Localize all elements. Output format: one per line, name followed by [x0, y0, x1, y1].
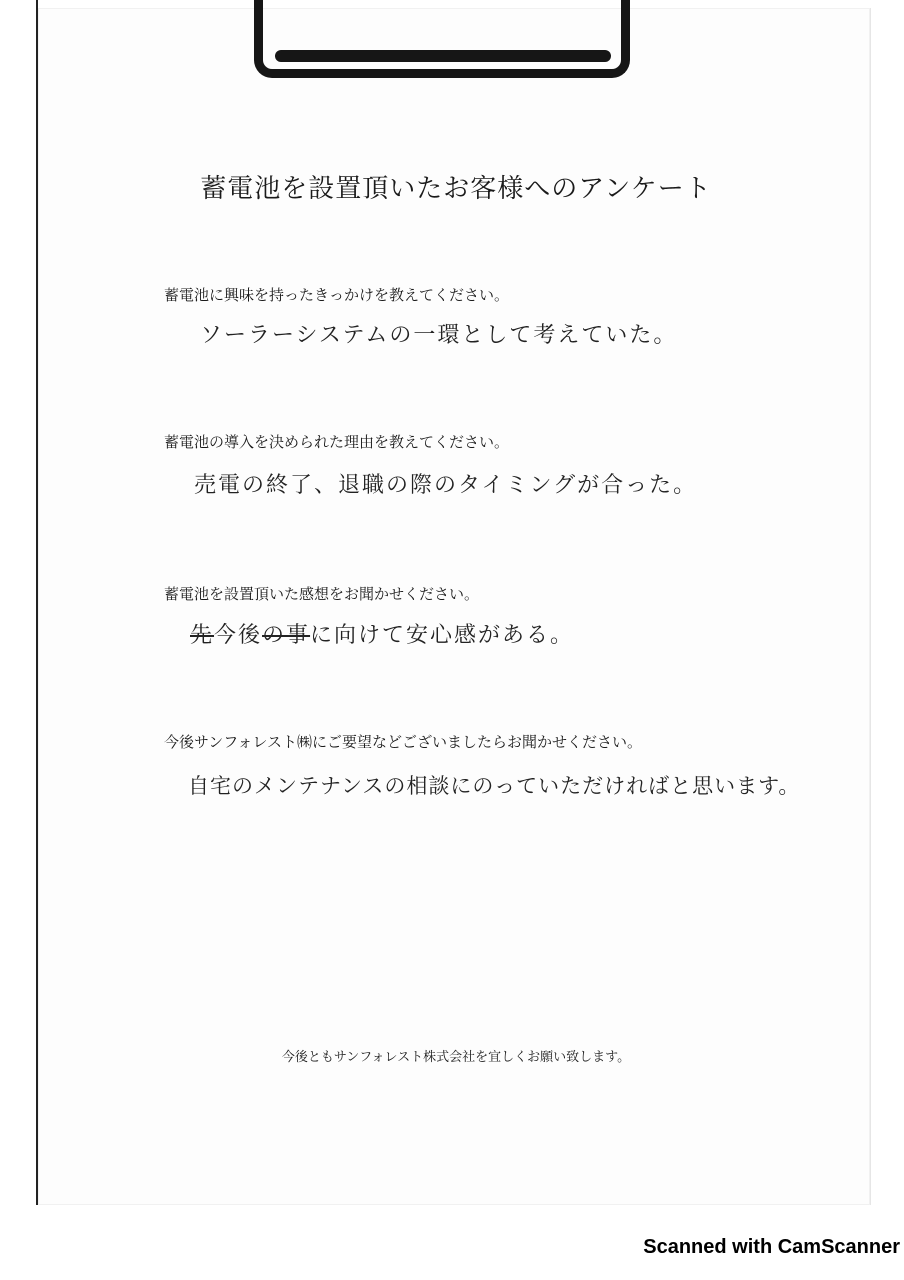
answer-3-main: 今後: [214, 623, 263, 648]
question-4: 今後サンフォレスト㈱にご要望などございましたらお聞かせください。: [164, 733, 643, 751]
clipboard-clip-icon: [254, 0, 630, 78]
answer-3-rest: に向けて安心感がある。: [310, 623, 575, 648]
question-3: 蓄電池を設置頂いた感想をお聞かせください。: [164, 585, 480, 603]
answer-2: 売電の終了、退職の際のタイミングが合った。: [194, 473, 698, 498]
answer-3-struck-prefix: 先: [190, 623, 215, 648]
answer-3-struck: の事: [262, 623, 311, 648]
answer-3: [190, 618, 574, 649]
question-2: 蓄電池の導入を決められた理由を教えてください。: [164, 433, 510, 451]
clipboard-clip-bar: [275, 50, 611, 62]
scanner-watermark: Scanned with CamScanner: [643, 1236, 900, 1258]
question-1: 蓄電池に興味を持ったきっかけを教えてください。: [164, 286, 510, 304]
answer-1: ソーラーシステムの一環として考えていた。: [200, 323, 678, 348]
answer-4: 自宅のメンテナンスの相談にのっていただければと思います。: [188, 774, 801, 798]
survey-title: 蓄電池を設置頂いたお客様へのアンケート: [200, 174, 712, 204]
footer-note: 今後ともサンフォレスト株式会社を宜しくお願い致します。: [281, 1050, 631, 1065]
